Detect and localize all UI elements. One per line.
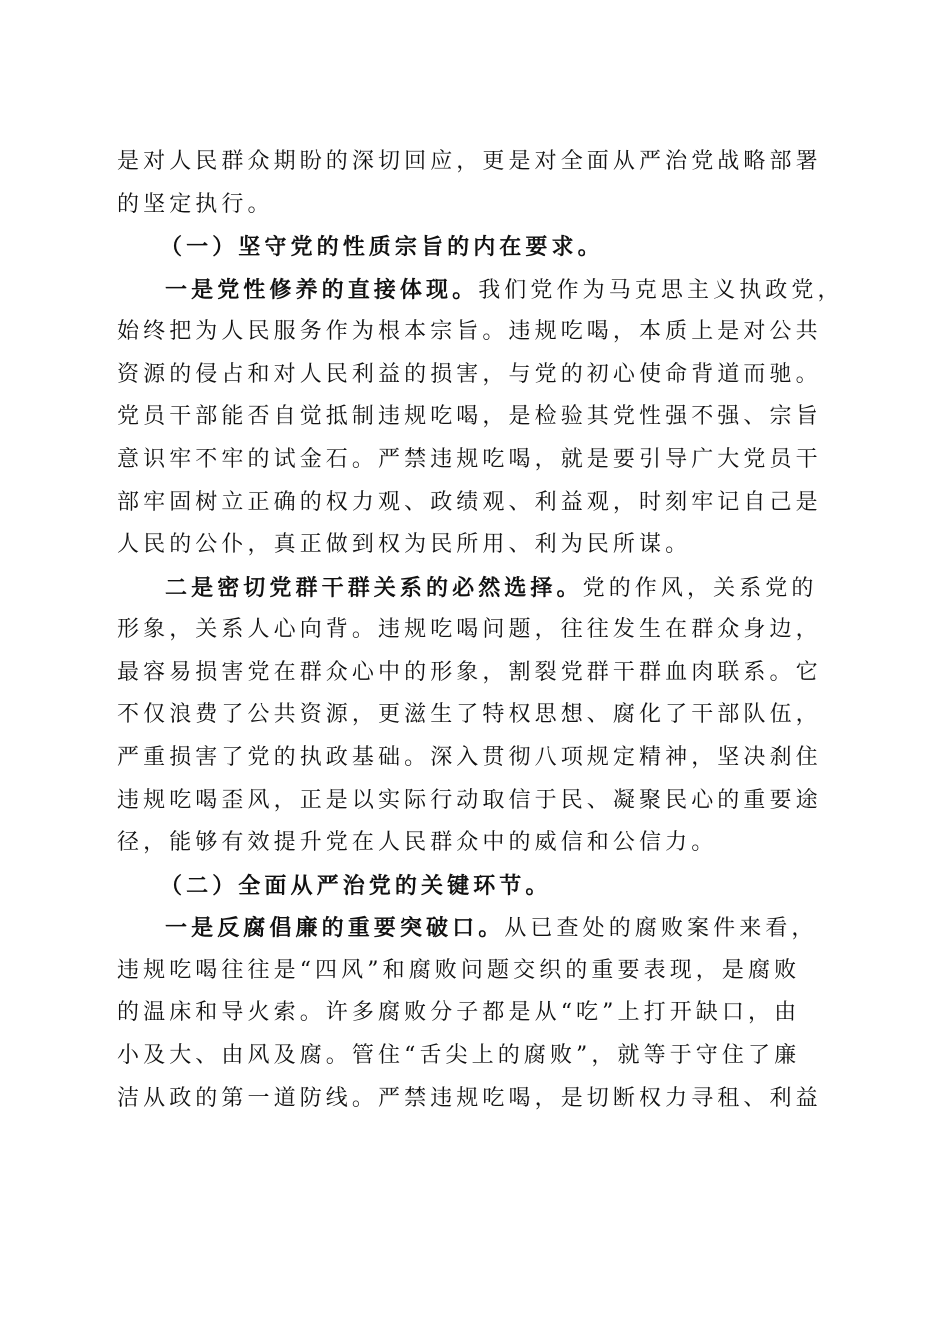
paragraph-line [117,1078,837,1120]
bold-lead-text: 二是密切党群干群关系的必然选择。 [165,574,583,601]
paragraph-line [117,524,837,566]
paragraph-line [165,567,885,609]
text-segment: 形象，关系人心向背。违规吃喝问题，往往发生在群众身边， [117,617,822,643]
paragraph-line [165,907,885,949]
text-segment: 严重损害了党的执政基础。深入贯彻八项规定精神，坚决刹住 [117,744,822,770]
paragraph-line [117,184,837,226]
section-heading [160,865,880,907]
text-segment: 是对人民群众期盼的深切回应，更是对全面从严治党战略部署 [117,149,822,174]
paragraph-line [117,609,837,651]
paragraph-line [117,992,837,1034]
paragraph-line [165,269,885,311]
paragraph-line [117,482,837,524]
bold-lead-text: 一是反腐倡廉的重要突破口。 [165,915,505,942]
text-segment: 我们党作为马克思主义执政党， [478,277,844,303]
text-segment: 意识牢不牢的试金石。严禁违规吃喝，就是要引导广大党员干 [117,446,822,472]
paragraph-line [117,354,837,396]
bold-lead-text: （一）坚守党的性质宗旨的内在要求。 [160,234,604,261]
paragraph-line [117,822,837,864]
text-segment: 径，能够有效提升党在人民群众中的威信和公信力。 [117,830,718,856]
paragraph-line [117,737,837,779]
bold-lead-text: （二）全面从严治党的关键环节。 [160,872,552,899]
text-segment: 党的作风，关系党的 [582,575,818,601]
paragraph-line [117,652,837,694]
text-segment: 洁从政的第一道防线。严禁违规吃喝，是切断权力寻租、利益 [117,1085,822,1111]
text-segment: 从已查处的腐败案件来看， [504,916,818,942]
paragraph-line [117,141,837,183]
section-heading [160,226,880,268]
paragraph-line [117,950,837,992]
text-segment: 党员干部能否自觉抵制违规吃喝，是检验其党性强不强、宗旨 [117,404,822,430]
text-segment: 始终把为人民服务作为根本宗旨。违规吃喝，本质上是对公共 [117,319,822,345]
text-segment: 违规吃喝歪风，正是以实际行动取信于民、凝聚民心的重要途 [117,787,822,813]
text-segment: 的坚定执行。 [117,191,274,217]
text-segment: 资源的侵占和对人民利益的损害，与党的初心使命背道而驰。 [117,361,822,387]
text-segment: 的温床和导火索。许多腐败分子都是从“吃”上打开缺口，由 [117,1000,801,1026]
text-segment: 部牢固树立正确的权力观、政绩观、利益观，时刻牢记自己是 [117,489,822,515]
paragraph-line [117,311,837,353]
text-segment: 不仅浪费了公共资源，更滋生了特权思想、腐化了干部队伍， [117,702,822,728]
paragraph-line [117,439,837,481]
text-segment: 小及大、由风及腐。管住“舌尖上的腐败”，就等于守住了廉 [117,1042,801,1068]
paragraph-line [117,396,837,438]
bold-lead-text: 一是党性修养的直接体现。 [165,276,479,303]
text-segment: 违规吃喝往往是“四风”和腐败问题交织的重要表现，是腐败 [117,957,801,983]
text-segment: 最容易损害党在群众心中的形象，割裂党群干群血肉联系。它 [117,659,822,685]
paragraph-line [117,694,837,736]
paragraph-line [117,1035,837,1077]
paragraph-line [117,780,837,822]
text-segment: 人民的公仆，真正做到权为民所用、利为民所谋。 [117,532,692,558]
